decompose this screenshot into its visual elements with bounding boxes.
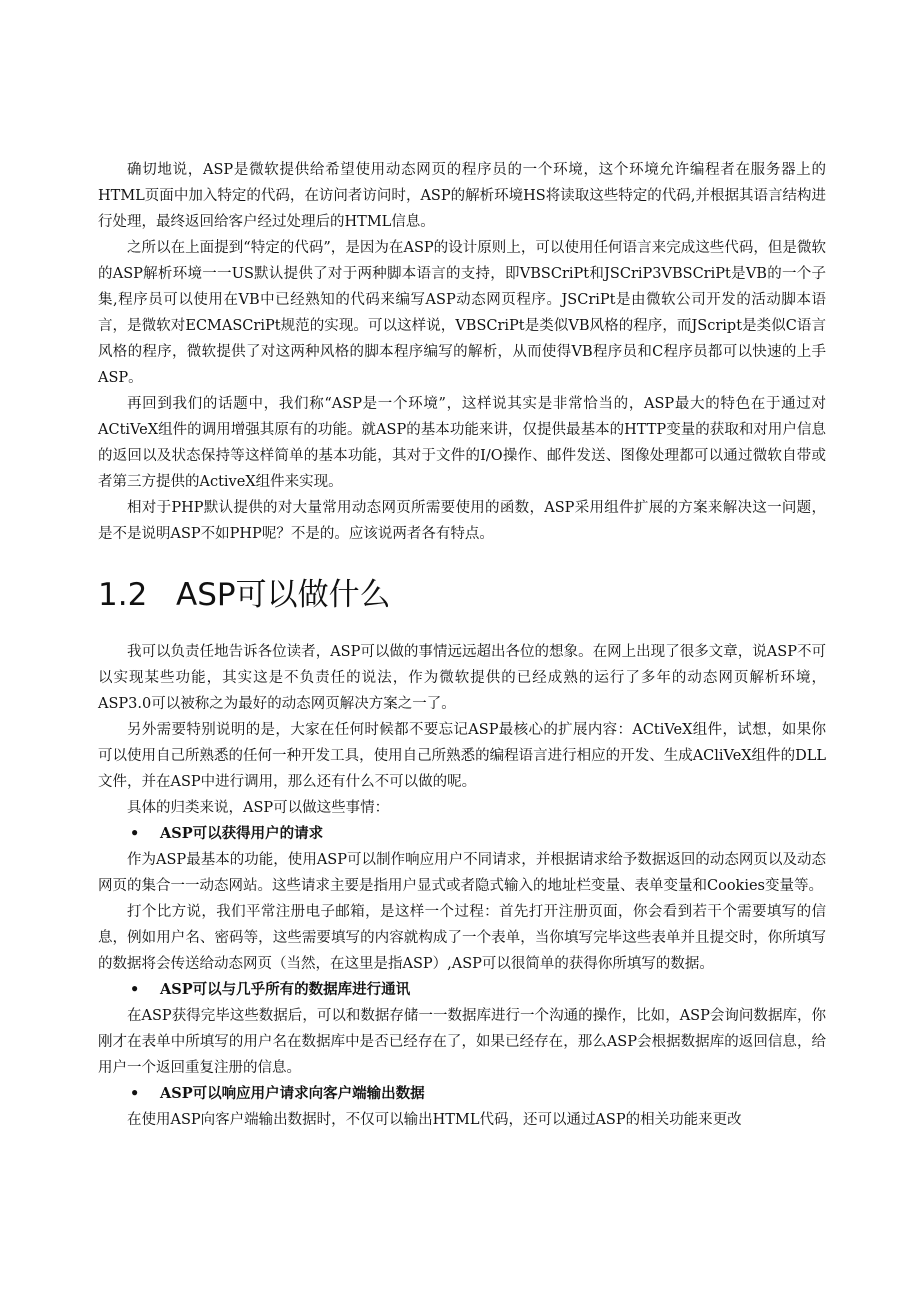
section-title: ASP可以做什么 [176,577,391,613]
paragraph: 打个比方说，我们平常注册电子邮箱，是这样一个过程：首先打开注册页面，你会看到若干个需要填写的信息，例如用户名、密码等，这些需要填写的内容就构成了一个表单，当你填写完毕这些表单并且提交时，你所填写的数据将会传送给动态网页（当然，在这里是指ASP）,ASP可以很简单的获得你所填写的数据。 [98,904,826,972]
bullet-title: ASP可以响应用户请求向客户端输出数据 [160,1085,425,1102]
paragraph: 在使用ASP向客户端输出数据时，不仅可以输出HTML代码，还可以通过ASP的相关功能来更改 [127,1112,742,1128]
paragraph: 另外需要特别说明的是，大家在任何时候都不要忘记ASP最核心的扩展内容：ACtiVeX组件，试想，如果你可以使用自己所熟悉的任何一种开发工具，使用自己所熟悉的编程语言进行相应的开发、生成ACliVeX组件的DLL文件，并在ASP中进行调用，那么还有什么不可以做的呢。 [98,722,826,790]
bullet-item [98,821,826,847]
bullet-item [98,977,826,1003]
section-number: 1.2 [98,577,148,613]
paragraph: 具体的归类来说，ASP可以做这些事情： [127,800,390,816]
paragraph: 确切地说，ASP是微软提供给希望使用动态网页的程序员的一个环境，这个环境允许编程者在服务器上的HTML页面中加入特定的代码，在访问者访问时，ASP的解析环境HS将读取这些特定的代码,并根据其语言结构进行处理，最终返回给客户经过处理后的HTML信息。 [98,162,826,230]
bullet-icon: • [130,981,140,998]
section-heading [98,575,826,615]
bullet-title: ASP可以与几乎所有的数据库进行通讯 [160,981,411,998]
paragraph: 再回到我们的话题中，我们称“ASP是一个环境”，这样说其实是非常恰当的，ASP最大的特色在于通过对ACtiVeX组件的调用增强其原有的功能。就ASP的基本功能来讲，仅提供最基本的HTTP变量的获取和对用户信息的返回以及状态保持等这样简单的基本功能，其对于文件的I/O操作、邮件发送、图像处理都可以通过微软自带或者第三方提供的ActiveX组件来实现。 [98,396,826,490]
paragraph: 之所以在上面提到“特定的代码”，是因为在ASP的设计原则上，可以使用任何语言来完成这些代码，但是微软的ASP解析环境一一US默认提供了对于两种脚本语言的支持，即VBSCriPt和JSCriP3VBSCriPt是VB的一个子集,程序员可以使用在VB中已经熟知的代码来编写ASP动态网页程序。JSCriPt是由微软公司开发的活动脚本语言，是微软对ECMASCriPt规范的实现。可以这样说，VBSCriPt是类似VB风格的程序，而JScript是类似C语言风格的程序，微软提供了对这两种风格的脚本程序编写的解析，从而使得VB程序员和C程序员都可以快速的上手ASP。 [98,240,826,386]
bullet-title: ASP可以获得用户的请求 [160,825,324,842]
paragraph: 在ASP获得完毕这些数据后，可以和数据存储一一数据库进行一个沟通的操作，比如，ASP会询问数据库，你刚才在表单中所填写的用户名在数据库中是否已经存在了，如果已经存在，那么ASP会根据数据库的返回信息，给用户一个返回重复注册的信息。 [98,1008,826,1076]
bullet-item [98,1081,826,1107]
paragraph: 作为ASP最基本的功能，使用ASP可以制作响应用户不同请求，并根据请求给予数据返回的动态网页以及动态网页的集合一一动态网站。这些请求主要是指用户显式或者隐式输入的地址栏变量、表单变量和Cookies变量等。 [98,852,826,894]
document-page [98,157,826,1133]
paragraph: 相对于PHP默认提供的对大量常用动态网页所需要使用的函数，ASP采用组件扩展的方案来解决这一问题，是不是说明ASP不如PHP呢？不是的。应该说两者各有特点。 [98,500,826,542]
bullet-icon: • [130,825,140,842]
paragraph: 我可以负责任地告诉各位读者，ASP可以做的事情远远超出各位的想象。在网上出现了很多文章，说ASP不可以实现某些功能，其实这是不负责任的说法，作为微软提供的已经成熟的运行了多年的动态网页解析环境，ASP3.0可以被称之为最好的动态网页解决方案之一了。 [98,644,826,712]
bullet-icon: • [130,1085,140,1102]
